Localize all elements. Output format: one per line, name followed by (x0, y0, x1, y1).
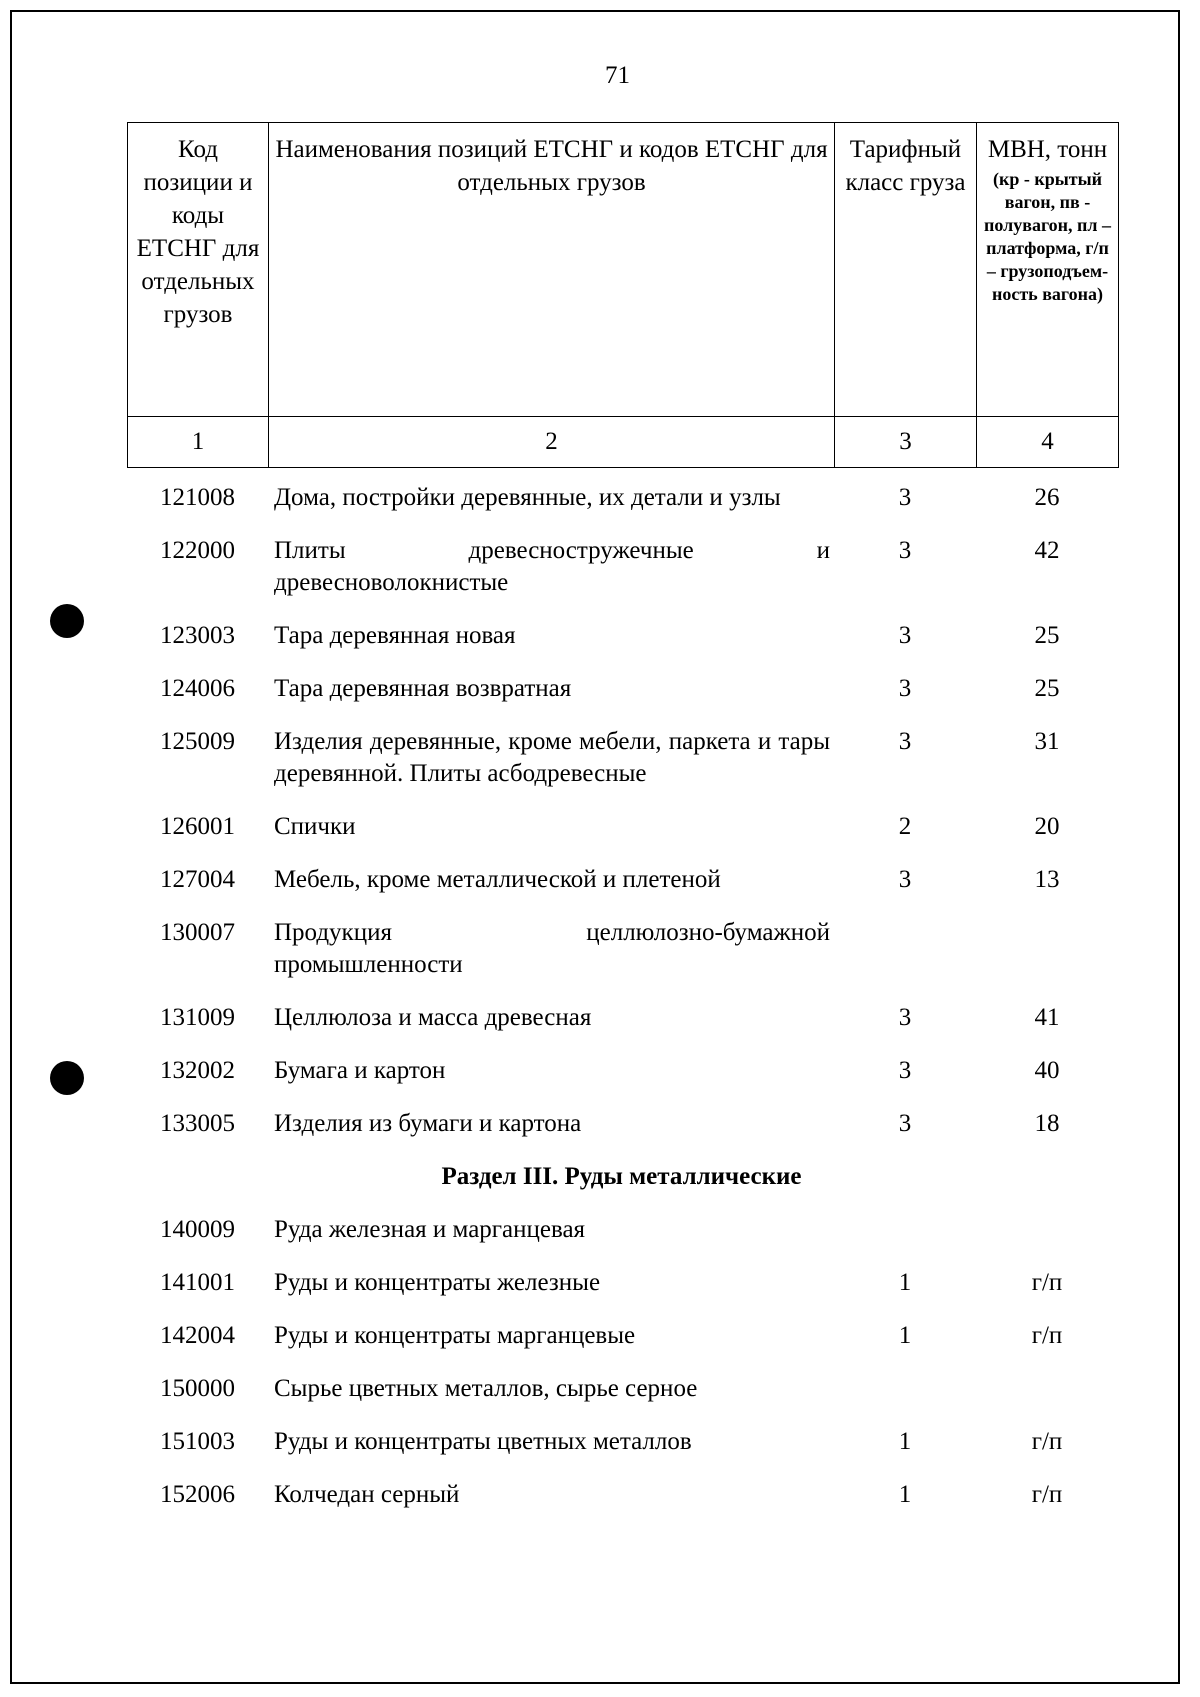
table-row (127, 864, 1118, 896)
punch-hole-bottom (50, 1061, 84, 1095)
row-code: 123003 (160, 622, 235, 649)
row-code: 140009 (160, 1216, 235, 1243)
row-mvn: 13 (1034, 866, 1060, 893)
header-mvn-note: (кр - крытый вагон, пв - полувагон, пл – платформа, г/п – грузоподъем-ность вагона) (983, 169, 1112, 304)
row-name: Целлюлоза и масса древесная (274, 1004, 592, 1031)
row-code: 151003 (160, 1428, 235, 1455)
table-row (127, 1479, 1118, 1511)
row-code: 133005 (160, 1110, 235, 1137)
row-mvn: 31 (1034, 728, 1060, 755)
row-class: 3 (898, 728, 912, 755)
row-class: 1 (898, 1481, 912, 1508)
row-name: Бумага и картон (274, 1057, 446, 1084)
row-name: Спички (274, 813, 356, 840)
row-code: 132002 (160, 1057, 235, 1084)
header-col-name: Наименования позиций ЕТСНГ и кодов ЕТСНГ для отдельных грузов (269, 123, 835, 417)
row-code: 152006 (160, 1481, 235, 1508)
row-code: 125009 (160, 728, 235, 755)
row-code: 124006 (160, 675, 235, 702)
row-code: 126001 (160, 813, 235, 840)
row-class: 1 (898, 1428, 912, 1455)
table-row (127, 1214, 1118, 1246)
header-num-4: 4 (977, 417, 1119, 468)
row-mvn: 25 (1034, 622, 1060, 649)
table-row (127, 726, 1118, 790)
row-code: 127004 (160, 866, 235, 893)
row-name: Дома, постройки деревянные, их детали и узлы (274, 484, 781, 511)
row-code: 131009 (160, 1004, 235, 1031)
table-row (127, 1267, 1118, 1299)
row-name: Руды и концентраты марганцевые (274, 1322, 636, 1349)
row-class: 3 (898, 537, 912, 564)
row-mvn: 41 (1034, 1004, 1060, 1031)
table-row (127, 1426, 1118, 1458)
row-code: 141001 (160, 1269, 235, 1296)
table-row (127, 620, 1118, 652)
row-name: Тара деревянная новая (274, 622, 516, 649)
row-class: 3 (898, 1004, 912, 1031)
row-name: Сырье цветных металлов, сырье серное (274, 1375, 698, 1402)
row-name: Мебель, кроме металлической и плетеной (274, 866, 721, 893)
row-mvn: 25 (1034, 675, 1060, 702)
row-mvn: 40 (1034, 1057, 1060, 1084)
row-mvn: 18 (1034, 1110, 1060, 1137)
page-number: 71 (605, 62, 630, 89)
table-header (127, 122, 1119, 468)
row-class: 1 (898, 1322, 912, 1349)
row-mvn: г/п (1031, 1322, 1063, 1349)
row-mvn: г/п (1031, 1269, 1063, 1296)
row-name: Руды и концентраты железные (274, 1269, 601, 1296)
row-mvn: г/п (1031, 1481, 1063, 1508)
header-num-2: 2 (269, 417, 835, 468)
table-row (127, 811, 1118, 843)
row-class: 3 (898, 675, 912, 702)
row-name: Продукция целлюлозно-бумажной промышленности (274, 919, 830, 978)
header-mvn-main: МВН, тонн (987, 136, 1108, 163)
row-class: 3 (898, 1057, 912, 1084)
header-col-class: Тарифный класс груза (835, 123, 977, 417)
row-mvn: 42 (1034, 537, 1060, 564)
row-code: 130007 (160, 919, 235, 946)
header-num-1: 1 (128, 417, 269, 468)
row-mvn: г/п (1031, 1428, 1063, 1455)
punch-hole-top (50, 604, 84, 638)
row-name: Изделия из бумаги и картона (274, 1110, 582, 1137)
row-name: Тара деревянная возвратная (274, 675, 572, 702)
row-class: 1 (898, 1269, 912, 1296)
header-col-mvn (977, 123, 1119, 417)
header-col-code: Код позиции и коды ЕТСНГ для отдельных грузов (128, 123, 269, 417)
table-row (127, 917, 1118, 981)
row-class: 3 (898, 484, 912, 511)
row-name: Изделия деревянные, кроме мебели, паркета и тары деревянной. Плиты асбодревесные (274, 728, 830, 787)
table-row (127, 673, 1118, 705)
row-name: Руды и концентраты цветных металлов (274, 1428, 692, 1455)
row-class: 3 (898, 1110, 912, 1137)
row-code: 122000 (160, 537, 235, 564)
table-row (127, 1055, 1118, 1087)
row-class: 3 (898, 866, 912, 893)
row-code: 150000 (160, 1375, 235, 1402)
table-row (127, 1320, 1118, 1352)
header-num-3: 3 (835, 417, 977, 468)
row-mvn: 26 (1034, 484, 1060, 511)
row-code: 121008 (160, 484, 235, 511)
row-name: Плиты древесностружечные и древесноволокнистые (274, 537, 830, 596)
row-class: 3 (898, 622, 912, 649)
table-row (127, 1002, 1118, 1034)
section-title: Раздел III. Руды металлические (441, 1163, 802, 1190)
row-mvn: 20 (1034, 813, 1060, 840)
table-row (127, 482, 1118, 514)
row-class: 2 (898, 813, 912, 840)
table-row (127, 1373, 1118, 1405)
table-row (127, 535, 1118, 599)
row-code: 142004 (160, 1322, 235, 1349)
row-name: Руда железная и марганцевая (274, 1216, 586, 1243)
table-row (127, 1108, 1118, 1140)
table-body (127, 482, 1118, 1532)
row-name: Колчедан серный (274, 1481, 460, 1508)
